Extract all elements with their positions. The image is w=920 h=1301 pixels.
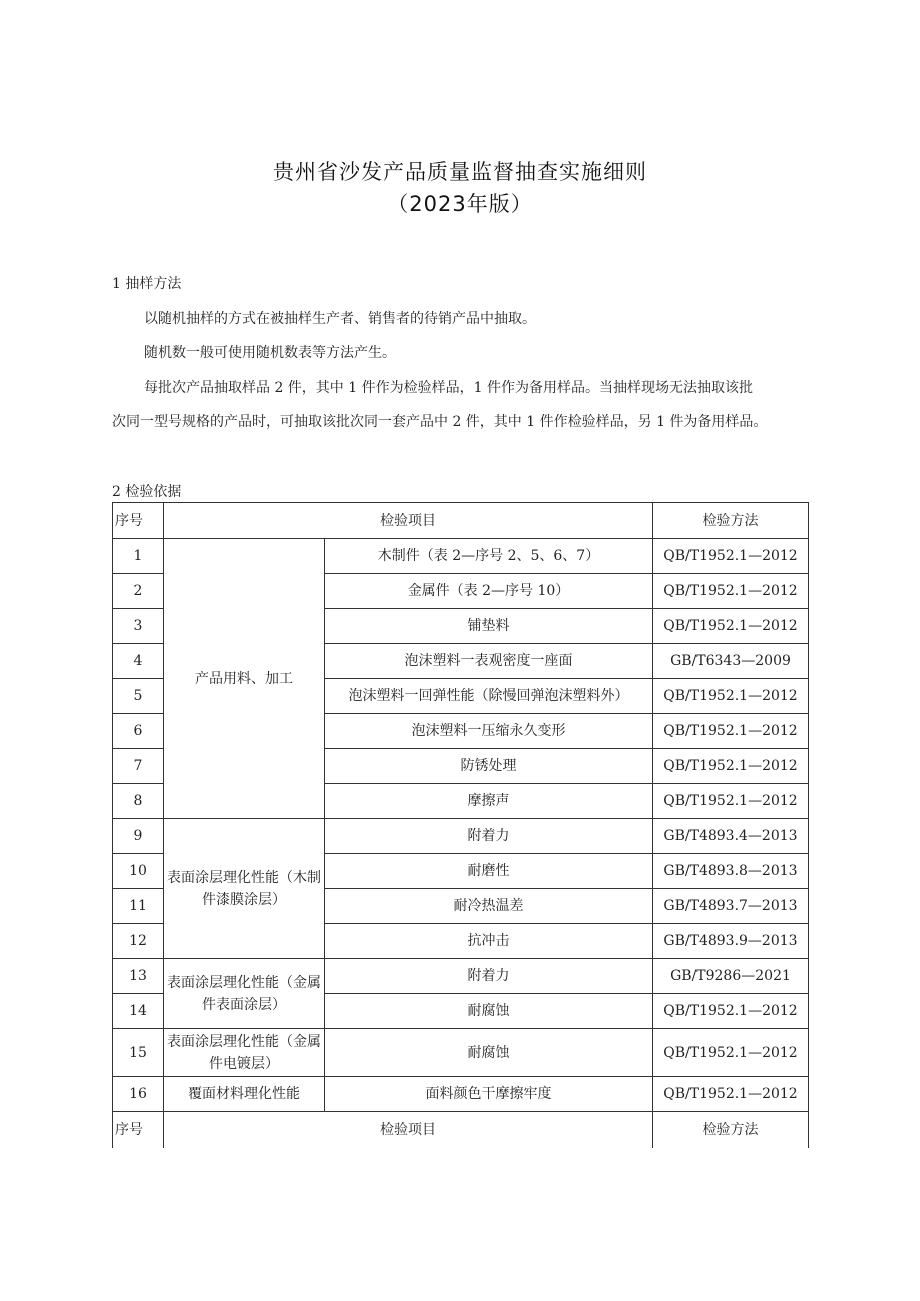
table-header-row-repeat (113, 1112, 809, 1148)
group-cell: 覆面材料理化性能 (164, 1077, 325, 1112)
row-no: 9 (113, 819, 164, 854)
row-item: 耐腐蚀 (325, 994, 653, 1029)
row-no: 1 (113, 539, 164, 574)
row-method: GB/T4893.8—2013 (653, 854, 809, 889)
group-cell: 表面涂层理化性能（金属件电镀层） (164, 1029, 325, 1077)
row-item: 金属件（表 2—序号 10） (325, 574, 653, 609)
row-method: QB/T1952.1—2012 (653, 1077, 809, 1112)
row-no: 12 (113, 924, 164, 959)
row-no: 3 (113, 609, 164, 644)
document-subtitle: （2023年版） (387, 192, 533, 216)
row-item: 耐冷热温差 (325, 889, 653, 924)
row-method: QB/T1952.1—2012 (653, 714, 809, 749)
row-item: 铺垫料 (325, 609, 653, 644)
row-method: QB/T1952.1—2012 (653, 574, 809, 609)
row-method: QB/T1952.1—2012 (653, 609, 809, 644)
paragraph-1: 以随机抽样的方式在被抽样生产者、销售者的待销产品中抽取。 (144, 311, 536, 327)
row-no: 13 (113, 959, 164, 994)
row-method: QB/T1952.1—2012 (653, 784, 809, 819)
group-cell: 产品用料、加工 (164, 539, 325, 819)
table-row (113, 959, 809, 994)
header-method: 检验方法 (653, 1112, 809, 1148)
header-item: 检验项目 (164, 1112, 653, 1148)
row-no: 10 (113, 854, 164, 889)
header-method: 检验方法 (653, 503, 809, 539)
row-item: 泡沫塑料一表观密度一座面 (325, 644, 653, 679)
row-item: 耐磨性 (325, 854, 653, 889)
row-item: 木制件（表 2—序号 2、5、6、7） (325, 539, 653, 574)
row-item: 摩擦声 (325, 784, 653, 819)
row-item: 附着力 (325, 819, 653, 854)
row-method: GB/T6343—2009 (653, 644, 809, 679)
row-method: GB/T4893.7—2013 (653, 889, 809, 924)
row-item: 抗冲击 (325, 924, 653, 959)
row-no: 11 (113, 889, 164, 924)
row-method: GB/T4893.4—2013 (653, 819, 809, 854)
paragraph-3-line-2: 次同一型号规格的产品时，可抽取该批次同一套产品中 2 件，其中 1 件作检验样品，另 1 件为备用样品。 (112, 414, 768, 430)
row-no: 5 (113, 679, 164, 714)
row-no: 8 (113, 784, 164, 819)
row-item: 泡沫塑料一回弹性能（除慢回弹泡沫塑料外） (325, 679, 653, 714)
table-row (113, 819, 809, 854)
table-header-row (113, 503, 809, 539)
row-item: 面料颜色干摩擦牢度 (325, 1077, 653, 1112)
row-item: 附着力 (325, 959, 653, 994)
table-row (113, 1029, 809, 1077)
header-item: 检验项目 (164, 503, 653, 539)
group-cell: 表面涂层理化性能（木制件漆膜涂层） (164, 819, 325, 959)
row-no: 6 (113, 714, 164, 749)
row-method: GB/T9286—2021 (653, 959, 809, 994)
row-method: QB/T1952.1—2012 (653, 679, 809, 714)
section-2-heading: 2 检验依据 (112, 484, 182, 500)
row-no: 4 (113, 644, 164, 679)
row-no: 16 (113, 1077, 164, 1112)
row-no: 15 (113, 1029, 164, 1077)
table-row (113, 539, 809, 574)
paragraph-3-line-1: 每批次产品抽取样品 2 件，其中 1 件作为检验样品，1 件作为备用样品。当抽样现场无法抽取该批 (144, 380, 753, 396)
row-no: 7 (113, 749, 164, 784)
row-method: GB/T4893.9—2013 (653, 924, 809, 959)
row-method: QB/T1952.1—2012 (653, 1029, 809, 1077)
group-cell: 表面涂层理化性能（金属件表面涂层） (164, 959, 325, 1029)
row-no: 2 (113, 574, 164, 609)
row-item: 耐腐蚀 (325, 1029, 653, 1077)
document-title: 贵州省沙发产品质量监督抽查实施细则 (273, 160, 647, 184)
header-no: 序号 (113, 503, 164, 539)
row-method: QB/T1952.1—2012 (653, 749, 809, 784)
paragraph-2: 随机数一般可使用随机数表等方法产生。 (144, 345, 396, 361)
section-1-heading: 1 抽样方法 (112, 276, 182, 292)
row-method: QB/T1952.1—2012 (653, 994, 809, 1029)
inspection-table (112, 502, 809, 1148)
row-no: 14 (113, 994, 164, 1029)
header-no: 序号 (113, 1112, 164, 1148)
row-item: 防锈处理 (325, 749, 653, 784)
row-method: QB/T1952.1—2012 (653, 539, 809, 574)
row-item: 泡沫塑料一压缩永久变形 (325, 714, 653, 749)
table-row (113, 1077, 809, 1112)
